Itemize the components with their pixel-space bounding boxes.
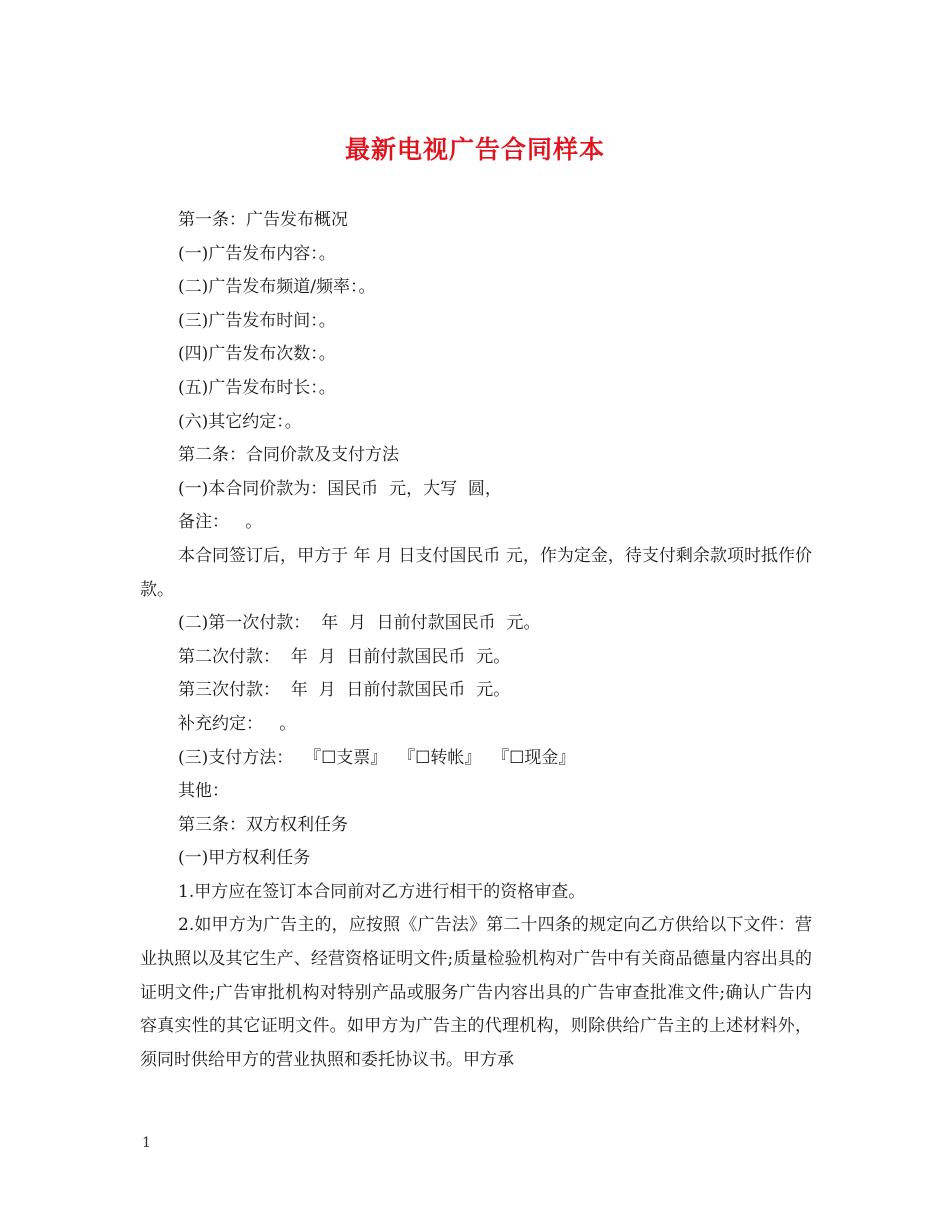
note-line: 备注： 。: [178, 512, 263, 533]
note-line: 补充约定： 。: [178, 713, 297, 734]
page-number: 1: [142, 1135, 151, 1151]
payment-line: (二)第一次付款： 年 月 日前付款国民币 元。: [178, 613, 541, 634]
clause-line: (三)广告发布时间：。: [178, 310, 336, 331]
clause-line: (二)广告发布频道/频率：。: [178, 277, 376, 298]
documents-paragraph: 2.如甲方为广告主的，应按照《广告法》第二十四条的规定向乙方供给以下文件：营业执照以及其它生产、经营资格证明文件;质量检验机构对广告中有关商品德量内容出具的证明文件;广告审批机构对特别产品或服务广告内容出具的广告审查批准文件;确认广告内容真实性的其它证明文件。如甲方为广告主的代理机构，则除供给广告主的上述材料外，须同时供给甲方的营业执照和委托协议书。甲方承: [140, 915, 812, 1070]
subsection-heading: (一)甲方权利任务: [178, 848, 311, 869]
payment-line: 第二次付款： 年 月 日前付款国民币 元。: [178, 646, 511, 667]
deposit-paragraph: 本合同签订后，甲方于 年 月 日支付国民币 元，作为定金，待支付剩余款项时抵作价款。: [140, 545, 812, 600]
clause-line: (六)其它约定：。: [178, 411, 302, 432]
clause-line: (四)广告发布次数：。: [178, 344, 336, 365]
payment-line: 第三次付款： 年 月 日前付款国民币 元。: [178, 680, 511, 701]
clause-line: (一)本合同价款为：国民币 元，大写 圆，: [178, 478, 502, 499]
clause-line: 1.甲方应在签订本合同前对乙方进行相干的资格审查。: [178, 881, 586, 902]
section-heading-2: 第二条：合同价款及支付方法: [178, 445, 399, 466]
other-line: 其他：: [178, 781, 229, 802]
section-heading-3: 第三条：双方权利任务: [178, 814, 348, 835]
clause-line: (五)广告发布时长：。: [178, 377, 336, 398]
document-title: 最新电视广告合同样本: [344, 135, 605, 164]
document-body: [140, 204, 812, 1077]
payment-method-line: (三)支付方法： 『☐支票』 『☐转帐』 『☐现金』: [178, 747, 576, 768]
clause-line: (一)广告发布内容：。: [178, 243, 336, 264]
section-heading-1: 第一条：广告发布概况: [178, 210, 348, 230]
